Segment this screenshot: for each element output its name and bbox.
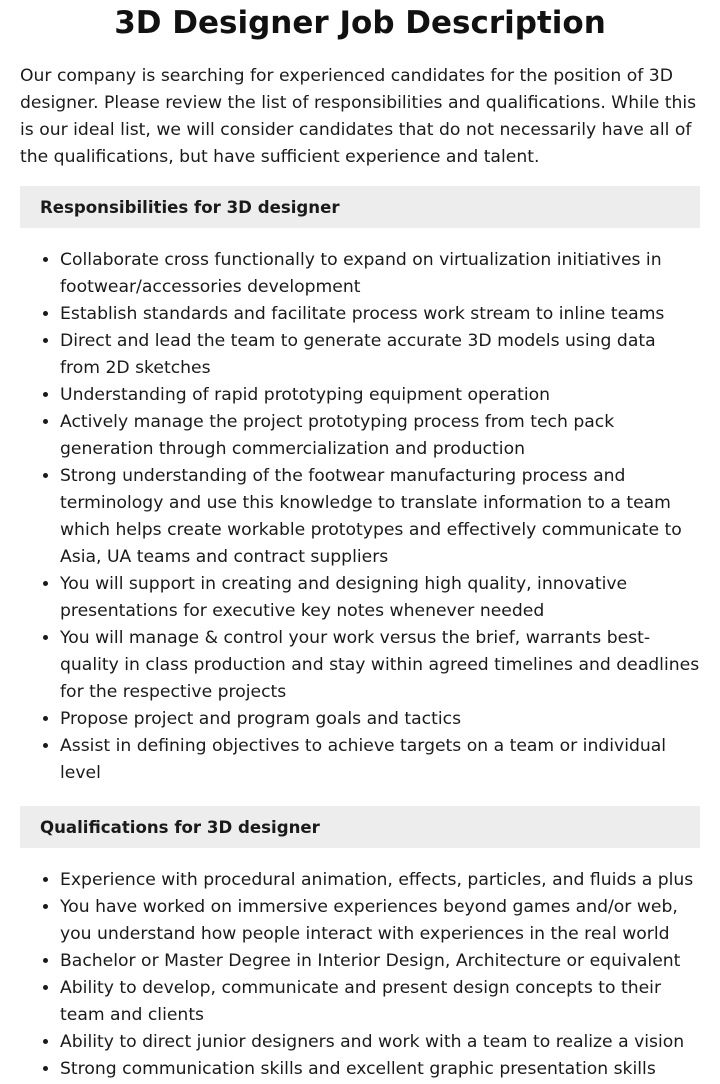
page-title: 3D Designer Job Description (114, 5, 606, 41)
qualifications-list (20, 867, 700, 1083)
list-item: • Strong communication skills and excellent graphic presentation skills (60, 1056, 700, 1083)
list-item: • You will manage & control your work versus the brief, warrants best-quality in class production and stay within agreed timelines and deadlines for the respective projects (60, 625, 700, 706)
list-item: • Bachelor or Master Degree in Interior Design, Architecture or equivalent (60, 948, 700, 975)
list-item: • Collaborate cross functionally to expand on virtualization initiatives in footwear/accessories development (60, 247, 700, 301)
responsibilities-heading: Responsibilities for 3D designer (20, 186, 700, 228)
list-item: • You have worked on immersive experiences beyond games and/or web, you understand how people interact with experiences in the real world (60, 894, 700, 948)
list-item: • Ability to direct junior designers and work with a team to realize a vision (60, 1029, 700, 1056)
list-item: • Actively manage the project prototyping process from tech pack generation through commercialization and production (60, 409, 700, 463)
list-item: • Propose project and program goals and tactics (60, 706, 700, 733)
intro-paragraph: Our company is searching for experienced candidates for the position of 3D designer. Please review the list of responsibilities and qualifications. While this is our ideal list, we will consider candidates that do not necessarily have all of the qualifications, but have sufficient experience and talent. (20, 66, 697, 167)
list-item: • Ability to develop, communicate and present design concepts to their team and clients (60, 975, 700, 1029)
list-item: • You will support in creating and designing high quality, innovative presentations for executive key notes whenever needed (60, 571, 700, 625)
list-item: • Establish standards and facilitate process work stream to inline teams (60, 301, 700, 328)
qualifications-heading: Qualifications for 3D designer (20, 806, 700, 848)
list-item: • Direct and lead the team to generate accurate 3D models using data from 2D sketches (60, 328, 700, 382)
list-item: • Experience with procedural animation, effects, particles, and fluids a plus (60, 867, 700, 894)
list-item: • Strong understanding of the footwear manufacturing process and terminology and use this knowledge to translate information to a team which helps create workable prototypes and effectively communicate to Asia, UA teams and contract suppliers (60, 463, 700, 571)
list-item: • Understanding of rapid prototyping equipment operation (60, 382, 700, 409)
list-item: • Assist in defining objectives to achieve targets on a team or individual level (60, 733, 700, 787)
responsibilities-list (20, 247, 700, 787)
